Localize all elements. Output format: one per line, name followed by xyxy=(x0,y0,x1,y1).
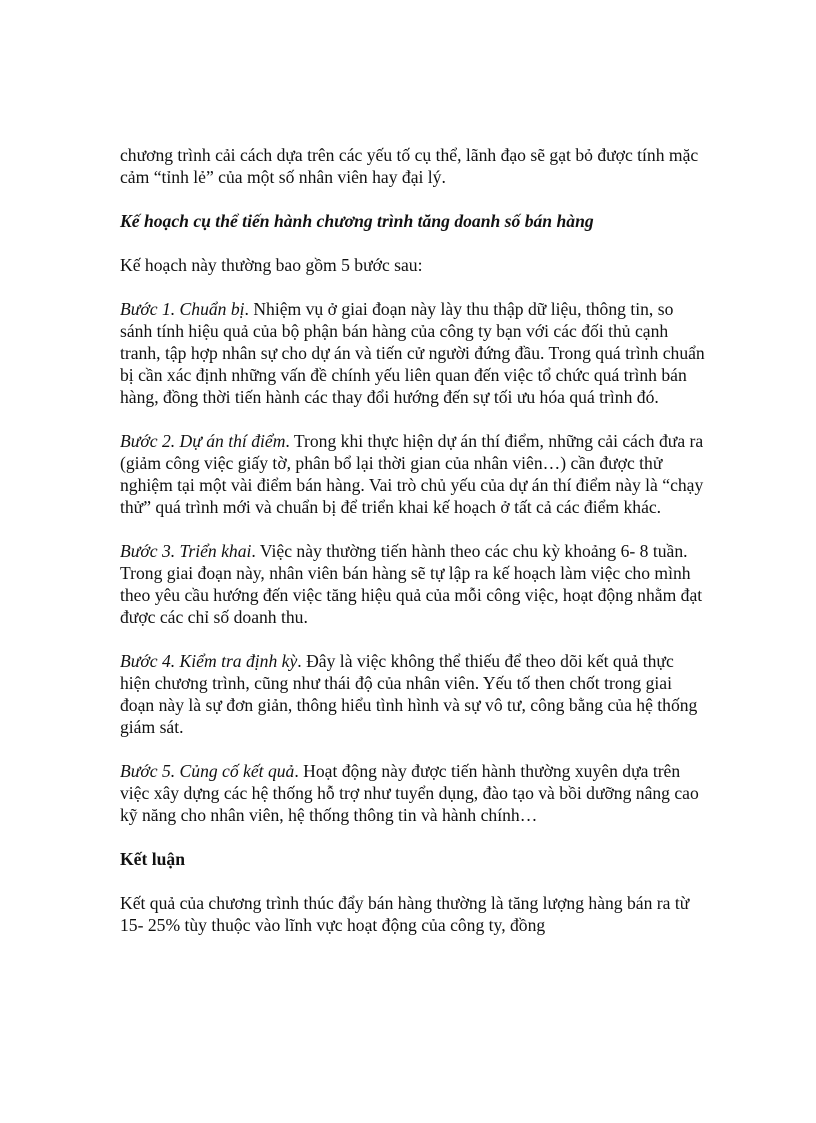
section-heading: Kế hoạch cụ thể tiến hành chương trình tăng doanh số bán hàng xyxy=(120,211,594,231)
step-5-paragraph xyxy=(120,760,706,826)
conclusion-heading: Kết luận xyxy=(120,849,186,869)
step-4-label: Bước 4. Kiểm tra định kỳ xyxy=(120,651,298,671)
step-4-text: . Đây là việc không thể thiếu để theo dõi kết quả thực hiện chương trình, cũng như thái độ của nhân viên. Yếu tố then chốt trong giai đoạn này là sự đơn giản, thông hiểu tình hình và sự vô tư, công bằng của hệ thống giám sát. xyxy=(120,651,698,737)
step-3-text: . Việc này thường tiến hành theo các chu kỳ khoảng 6- 8 tuần. Trong giai đoạn này, nhân viên bán hàng sẽ tự lập ra kế hoạch làm việc cho mình theo yêu cầu hướng đến việc tăng hiệu quả của mỗi công việc, hoạt động nhằm đạt được các chỉ số doanh thu. xyxy=(120,541,703,627)
document-page xyxy=(120,144,706,958)
step-3-paragraph xyxy=(120,540,706,628)
step-4-paragraph xyxy=(120,650,706,738)
step-2-label: Bước 2. Dự án thí điểm xyxy=(120,431,286,451)
step-5-text: . Hoạt động này được tiến hành thường xuyên dựa trên việc xây dựng các hệ thống hỗ trợ như tuyển dụng, đào tạo và bồi dưỡng nâng cao kỹ năng cho nhân viên, hệ thống thông tin và hành chính… xyxy=(120,761,699,825)
step-1-paragraph xyxy=(120,298,706,408)
step-3-label: Bước 3. Triển khai xyxy=(120,541,252,561)
step-1-text: . Nhiệm vụ ở giai đoạn này lày thu thập dữ liệu, thông tin, so sánh tính hiệu quả của bộ phận bán hàng của công ty bạn với các đối thủ cạnh tranh, tập hợp nhân sự cho dự án và tiến cử người đứng đầu. Trong quá trình chuẩn bị cần xác định những vấn đề chính yếu liên quan đến việc tổ chức quá trình bán hàng, đồng thời tiến hành các thay đổi hướng đến sự tối ưu hóa quá trình đó. xyxy=(120,299,705,407)
conclusion-paragraph: Kết quả của chương trình thúc đẩy bán hàng thường là tăng lượng hàng bán ra từ 15- 25% tùy thuộc vào lĩnh vực hoạt động của công ty, đồng xyxy=(120,893,690,935)
step-1-label: Bước 1. Chuẩn bị xyxy=(120,299,245,319)
intro-paragraph: chương trình cải cách dựa trên các yếu tố cụ thể, lãnh đạo sẽ gạt bỏ được tính mặc cảm “tỉnh lẻ” của một số nhân viên hay đại lý. xyxy=(120,145,699,187)
plan-intro-paragraph: Kế hoạch này thường bao gồm 5 bước sau: xyxy=(120,255,423,275)
step-2-text: . Trong khi thực hiện dự án thí điểm, những cải cách đưa ra (giảm công việc giấy tờ, phân bổ lại thời gian của nhân viên…) cần được thử nghiệm tại một vài điểm bán hàng. Vai trò chủ yếu của dự án thí điểm này là “chạy thử” quá trình mới và chuẩn bị để triển khai kế hoạch ở tất cả các điểm khác. xyxy=(120,431,704,517)
step-2-paragraph xyxy=(120,430,706,518)
step-5-label: Bước 5. Củng cố kết quả xyxy=(120,761,295,781)
